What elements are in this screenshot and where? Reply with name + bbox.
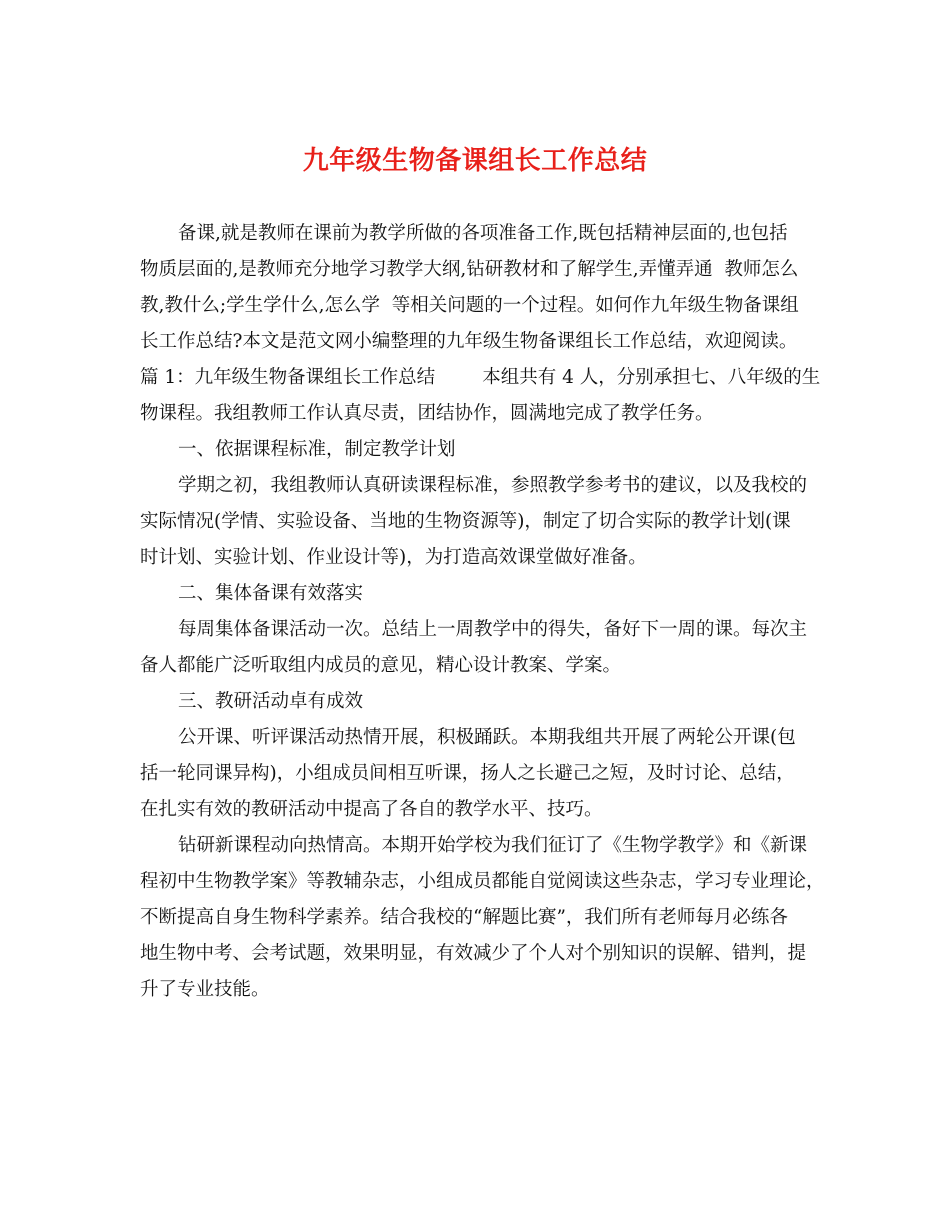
section-heading: 三、教研活动卓有成效 <box>178 691 364 712</box>
document-title: 九年级生物备课组长工作总结 <box>302 146 648 176</box>
text-line: 时计划、实验计划、作业设计等)，为打造高效课堂做好准备。 <box>140 547 647 568</box>
text-line: 钻研新课程动向热情高。本期开始学校为我们征订了《生物学教学》和《新课 <box>178 835 808 856</box>
text-line: 物课程。我组教师工作认真尽责，团结协作，圆满地完成了教学任务。 <box>140 403 714 424</box>
text-line: 备课,就是教师在课前为教学所做的各项准备工作,既包括精神层面的,也包括 <box>178 223 788 244</box>
text-line: 程初中生物教学案》等教辅杂志，小组成员都能自觉阅读这些杂志，学习专业理论， <box>140 871 825 892</box>
text-line: 篇 1：九年级生物备课组长工作总结 本组共有 4 人，分别承担七、八年级的生 <box>140 367 821 388</box>
text-line: 长工作总结?本文是范文网小编整理的九年级生物备课组长工作总结，欢迎阅读。 <box>140 331 798 352</box>
text-line: 每周集体备课活动一次。总结上一周教学中的得失，备好下一周的课。每次主 <box>178 619 808 640</box>
text-line: 备人都能广泛听取组内成员的意见，精心设计教案、学案。 <box>140 655 622 676</box>
text-line: 学期之初，我组教师认真研读课程标准，参照教学参考书的建议，以及我校的 <box>178 475 808 496</box>
text-line: 地生物中考、会考试题，效果明显，有效减少了个人对个别知识的误解、错判，提 <box>140 943 807 964</box>
text-line: 实际情况(学情、实验设备、当地的生物资源等)，制定了切合实际的教学计划(课 <box>140 511 791 532</box>
text-line: 教,教什么;学生学什么,怎么学 等相关问题的一个过程。如何作九年级生物备课组 <box>140 295 799 316</box>
text-line: 物质层面的,是教师充分地学习教学大纲,钻研教材和了解学生,弄懂弄通 教师怎么 <box>140 259 799 280</box>
text-line: 升了专业技能。 <box>140 979 270 1000</box>
text-line: 在扎实有效的教研活动中提高了各自的教学水平、技巧。 <box>140 799 603 820</box>
text-line: 不断提高自身生物科学素养。结合我校的“解题比赛”，我们所有老师每月必练各 <box>140 907 788 928</box>
text-line: 公开课、听评课活动热情开展，积极踊跃。本期我组共开展了两轮公开课(包 <box>178 727 796 748</box>
text-line: 括一轮同课异构)，小组成员间相互听课，扬人之长避己之短，及时讨论、总结， <box>140 763 795 784</box>
section-heading: 一、依据课程标准，制定教学计划 <box>178 439 456 460</box>
section-heading: 二、集体备课有效落实 <box>178 583 364 604</box>
